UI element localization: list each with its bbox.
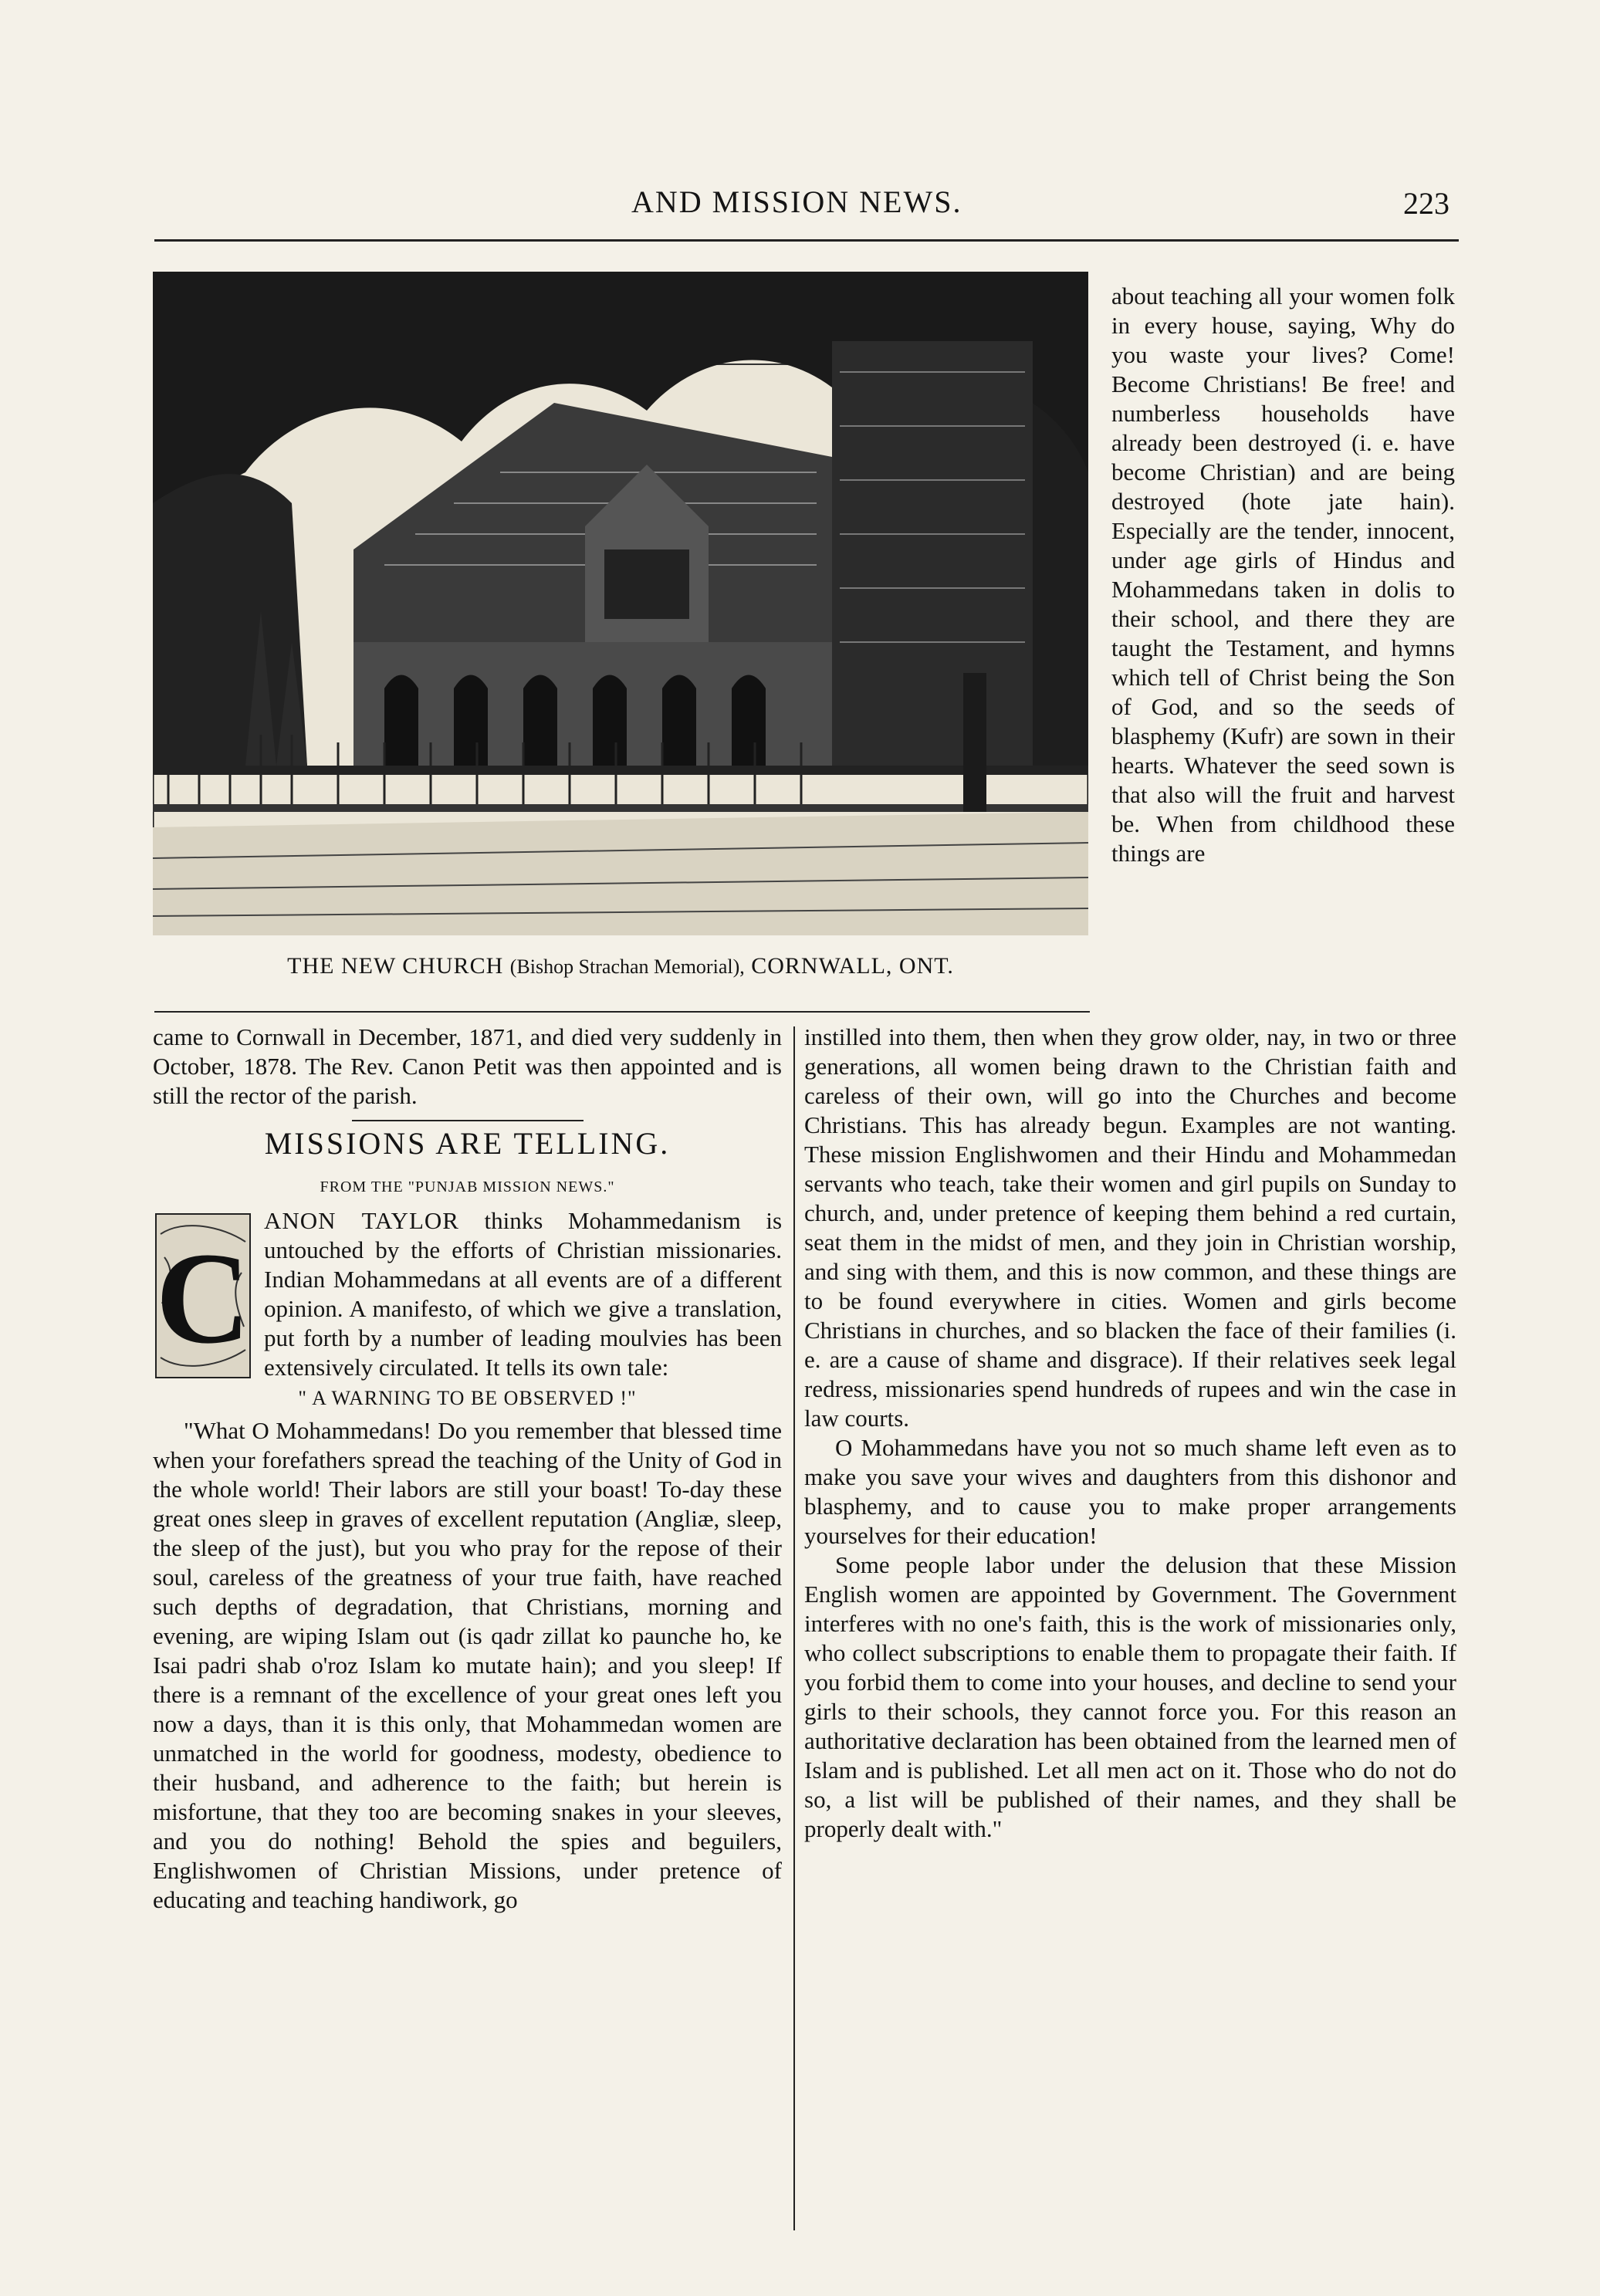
caption-main: THE NEW CHURCH (287, 953, 504, 979)
narrow-column-text: about teaching all your women folk in every house, saying, Why do you waste your lives? Come! Become Christians! Be free! and numberless households have already been destroyed (i. e. have become Christian) and are being destroyed (hote jate hain). Especially are the tender, innocent, under age girls of Hindus and Mohammedans taken in dolis to their school, and there they are taught the Testament, and hymns which tell of Christ being the Son of God, and so the seeds of blasphemy (Kufr) are sown in their hearts. Whatever the seed sown is that also will the fruit and harvest be. When from childhood these things are (1111, 282, 1455, 867)
column-rule (793, 1026, 795, 2230)
left-column (153, 1023, 782, 1915)
figure-caption (153, 953, 1088, 979)
section-title: MISSIONS ARE TELLING. (264, 1126, 671, 1161)
lead-caps: ANON TAYLOR (264, 1207, 459, 1234)
section-rule (352, 1120, 584, 1121)
running-title: AND MISSION NEWS. (631, 184, 962, 219)
running-header (153, 184, 1457, 230)
svg-text:C: C (155, 1226, 251, 1371)
caption-rule (154, 1011, 1090, 1013)
warning-heading: " A WARNING TO BE OBSERVED !" (298, 1387, 637, 1409)
source-line: FROM THE "PUNJAB MISSION NEWS." (320, 1178, 615, 1195)
header-rule (154, 239, 1459, 242)
church-engraving-icon (153, 272, 1088, 935)
dropcap (153, 1211, 253, 1381)
right-paragraph-1: instilled into them, then when they grow older, nay, in two or three generations, all women being drawn to the Christian faith and careless of their own, will go into the Churches and become Christians. This has already begun. Examples are not wanting. These mission Englishwomen and their Hindu and Mohammedan servants who teach, take their women and girl pupils on Sunday to church, and, under pretence of keeping them behind a red curtain, seat them in the midst of men, and they join in Christian worship, and sing with them, and this is now common, and these things are to be found everywhere in cities. Women and girls become Christians in churches, and so blacken the face of their families (i. e. are a cause of shame and disgrace). If their relatives seek legal redress, missionaries spend hundreds of rupees and win the case in law courts. (804, 1023, 1456, 1432)
right-paragraph-3: Some people labor under the delusion that these Mission English women are appointed by Government. The Government interferes with no one's faith, this is the work of missionaries only, who collect subscriptions to enable them to propagate their faith. If you forbid them to come into your houses, and decline to send your girls to their schools, they cannot force you. For this reason an authoritative declaration has been obtained from the learned men of Islam and is published. Let all men act on it. Those who do not do so, a list will be published of their names, and they shall be properly dealt with." (804, 1551, 1456, 1842)
ornamental-dropcap-icon (153, 1211, 253, 1381)
intro-paragraph: came to Cornwall in December, 1871, and died very suddenly in October, 1878. The Rev. Canon Petit was then appointed and is still the rector of the parish. (153, 1023, 782, 1109)
lead-paragraph (153, 1206, 782, 1382)
caption-place: CORNWALL, ONT. (751, 953, 954, 979)
lead-text: thinks Mohammedanism is untouched by the efforts of Christian missionaries. Indian Mohammedans at all events are of a different opinion. A manifesto, of which we give a translation, put forth by a number of leading moulvies has been extensively circulated. It tells its own tale: (264, 1207, 783, 1381)
right-column (804, 1023, 1456, 1844)
manifesto-paragraph: "What O Mohammedans! Do you remember that blessed time when your forefathers spread the teaching of the Unity of God in the whole world! Their labors are still your boast! To-day these great ones sleep in graves of excellent reputation (Angliæ, sleep, the sleep of the just), but you who pray for the repose of their soul, careless of the greatness of your true faith, have reached such depths of degradation, that Christians, morning and evening, are wiping Islam out (is qadr zillat ko paunche ho, ke Isai padri shab o'roz Islam ko mutate hain); and you sleep! If there is a remnant of the excellence of your great ones left you now a days, than it is this only, that Mohammedan women are unmatched in the world for goodness, modesty, obedience to their husband, and adherence to the faith; but herein is misfortune, that they too are becoming snakes in your sleeves, and you do nothing! Behold the spies and beguilers, Englishwomen of Christian Missions, under pretence of educating and teaching handiwork, go (153, 1417, 782, 1913)
page-number: 223 (1403, 186, 1449, 221)
caption-paren: (Bishop Strachan Memorial), (509, 955, 745, 978)
right-narrow-column (1111, 282, 1455, 868)
church-illustration (153, 272, 1088, 935)
right-paragraph-2: O Mohammedans have you not so much shame left even as to make you save your wives and daughters from this dishonor and blasphemy, and to cause you to make proper arrangements yourselves for their education! (804, 1434, 1456, 1549)
